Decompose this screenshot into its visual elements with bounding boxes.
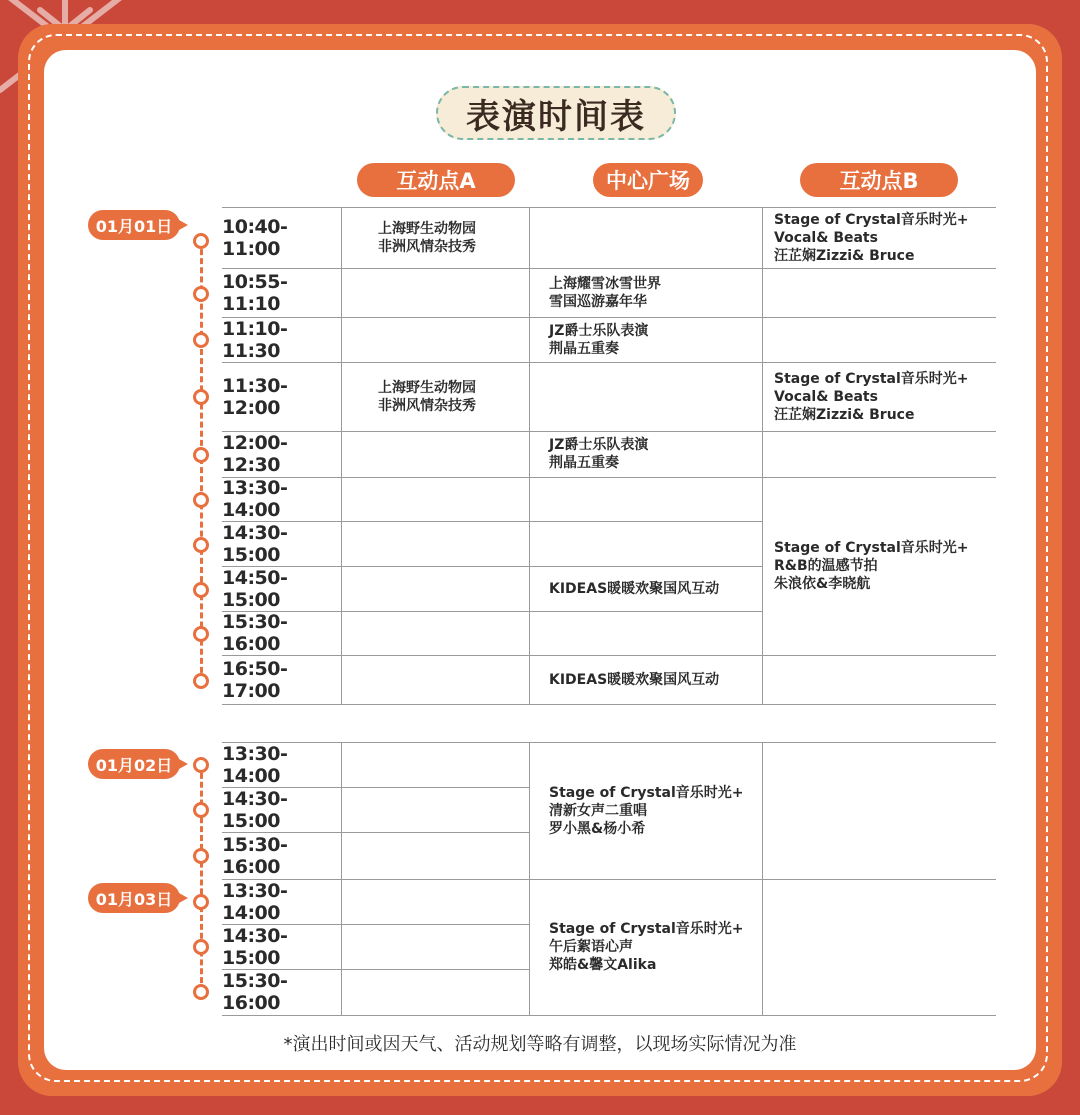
show-cell bbox=[549, 431, 759, 477]
show-subtitle: 午后絮语心声 bbox=[549, 939, 633, 955]
show-cell bbox=[549, 566, 759, 611]
show-subtitle: 雪国巡游嘉年华 bbox=[549, 293, 647, 310]
show-performers: 罗小黑&杨小希 bbox=[549, 820, 646, 837]
show-subtitle: 非洲风情杂技秀 bbox=[378, 238, 476, 255]
show-cell bbox=[549, 317, 759, 362]
time-slot: 13:30-14:00 bbox=[222, 879, 288, 924]
show-performers: 郑皓&馨文Alika bbox=[549, 957, 657, 973]
show-cell bbox=[549, 879, 759, 1015]
show-name: 上海野生动物园 bbox=[378, 220, 476, 237]
show-cell bbox=[774, 477, 994, 655]
show-name: Stage of Crystal音乐时光+ bbox=[549, 921, 744, 937]
show-name: JZ爵士乐队表演 bbox=[549, 437, 649, 453]
show-name: 上海野生动物园 bbox=[378, 379, 476, 396]
show-subtitle: 荆晶五重奏 bbox=[549, 340, 619, 357]
footnote: *演出时间或因天气、活动规划等略有调整，以现场实际情况为准 bbox=[283, 1034, 797, 1055]
show-name: Stage of Crystal音乐时光+ bbox=[774, 211, 969, 228]
timeline-dot bbox=[193, 447, 209, 463]
timeline-dot bbox=[193, 894, 209, 910]
timeline-connector bbox=[200, 764, 203, 992]
venue-header-a: 互动点A bbox=[357, 163, 515, 197]
time-slot: 15:30-16:00 bbox=[222, 611, 288, 655]
timeline-dot bbox=[193, 939, 209, 955]
venue-header-b: 互动点B bbox=[800, 163, 958, 197]
time-slot: 12:00-12:30 bbox=[222, 432, 288, 476]
show-subtitle: 荆晶五重奏 bbox=[549, 455, 619, 471]
show-name: KIDEAS暖暖欢聚国风互动 bbox=[549, 671, 720, 688]
time-slot: 10:55-11:10 bbox=[222, 270, 288, 315]
show-cell bbox=[549, 655, 759, 704]
show-subtitle: R&B的温感节拍 bbox=[774, 558, 878, 574]
timeline-dot bbox=[193, 389, 209, 405]
show-subtitle: 清新女声二重唱 bbox=[549, 802, 647, 819]
date-badge: 01月01日 bbox=[88, 210, 180, 240]
time-slot: 13:30-14:00 bbox=[222, 477, 288, 521]
show-performers: 朱浪依&李晓航 bbox=[774, 576, 871, 592]
timeline-dot bbox=[193, 286, 209, 302]
timeline-dot bbox=[193, 582, 209, 598]
time-slot: 16:50-17:00 bbox=[222, 657, 288, 702]
date-badge: 01月02日 bbox=[88, 749, 180, 779]
show-cell bbox=[378, 362, 528, 431]
show-performers: 汪芷娴Zizzi& Bruce bbox=[774, 247, 915, 264]
show-cell bbox=[549, 268, 759, 317]
venue-header-center: 中心广场 bbox=[593, 163, 703, 197]
timeline-dot bbox=[193, 332, 209, 348]
page-title: 表演时间表 bbox=[436, 86, 676, 140]
timeline-dot bbox=[193, 984, 209, 1000]
timeline-dot bbox=[193, 492, 209, 508]
show-cell bbox=[549, 742, 759, 879]
table-line bbox=[762, 742, 763, 1015]
show-subtitle: 非洲风情杂技秀 bbox=[378, 397, 476, 414]
timeline-dot bbox=[193, 626, 209, 642]
time-slot: 10:40-11:00 bbox=[222, 215, 288, 260]
show-name: Stage of Crystal音乐时光+ bbox=[774, 370, 969, 387]
time-slot: 14:30-15:00 bbox=[222, 787, 288, 832]
show-cell bbox=[774, 207, 994, 268]
time-slot: 13:30-14:00 bbox=[222, 742, 288, 787]
show-name: JZ爵士乐队表演 bbox=[549, 322, 649, 339]
time-slot: 15:30-16:00 bbox=[222, 970, 288, 1014]
table-line bbox=[222, 704, 996, 705]
timeline-dot bbox=[193, 673, 209, 689]
time-slot: 11:10-11:30 bbox=[222, 317, 288, 362]
timeline-dot bbox=[193, 757, 209, 773]
time-slot: 15:30-16:00 bbox=[222, 833, 288, 878]
show-cell bbox=[378, 207, 528, 268]
table-line bbox=[529, 742, 530, 1015]
table-line bbox=[529, 207, 530, 704]
show-name: KIDEAS暖暖欢聚国风互动 bbox=[549, 580, 720, 597]
show-name: 上海耀雪冰雪世界 bbox=[549, 275, 661, 292]
show-cell bbox=[774, 362, 994, 431]
date-badge: 01月03日 bbox=[88, 883, 180, 913]
time-slot: 14:30-15:00 bbox=[222, 924, 288, 969]
show-subtitle: Vocal& Beats bbox=[774, 388, 878, 405]
timeline-dot bbox=[193, 537, 209, 553]
show-name: Stage of Crystal音乐时光+ bbox=[549, 784, 744, 801]
time-slot: 14:30-15:00 bbox=[222, 521, 288, 566]
timeline-dot bbox=[193, 802, 209, 818]
timeline-dot bbox=[193, 848, 209, 864]
time-slot: 14:50-15:00 bbox=[222, 566, 288, 611]
table-line bbox=[762, 207, 763, 704]
show-performers: 汪芷娴Zizzi& Bruce bbox=[774, 406, 915, 423]
table-line bbox=[222, 1015, 996, 1016]
show-subtitle: Vocal& Beats bbox=[774, 229, 878, 246]
time-slot: 11:30-12:00 bbox=[222, 374, 288, 419]
show-name: Stage of Crystal音乐时光+ bbox=[774, 540, 969, 556]
timeline-dot bbox=[193, 233, 209, 249]
